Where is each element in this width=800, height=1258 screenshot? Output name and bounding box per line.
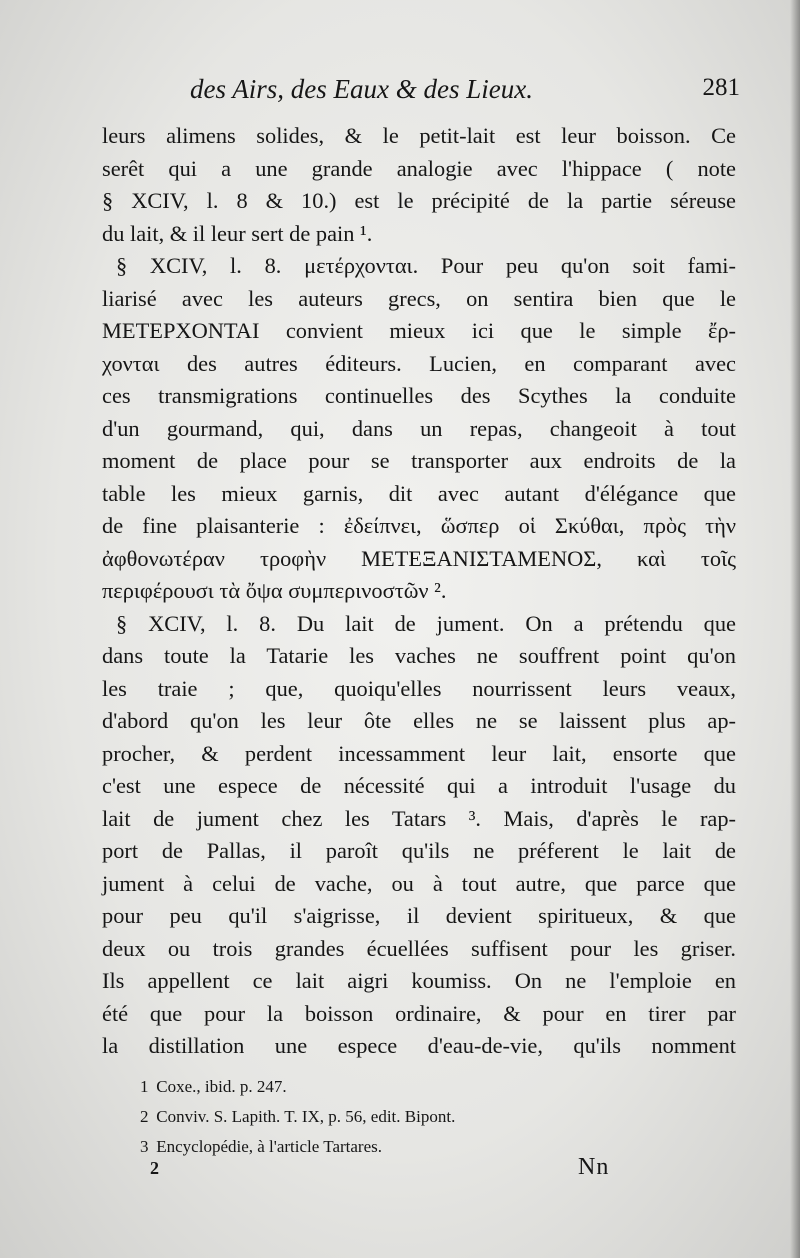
text-line: § XCIV, l. 8. Du lait de jument. On a prétendu que [116, 610, 736, 636]
text-line: χονται des autres éditeurs. Lucien, en comparant avec [102, 350, 736, 376]
text-line: dans toute la Tatarie les vaches ne souffrent point qu'on [102, 643, 736, 668]
text-line: liarisé avec les auteurs grecs, on sentira bien que le [102, 285, 736, 311]
page-number: 281 [702, 74, 740, 101]
footnote-text: Coxe., ibid. p. 247. [156, 1077, 287, 1096]
text-line: d'abord qu'on les leur ôte elles ne se laissent plus ap- [102, 708, 736, 733]
text-line: c'est une espece de nécessité qui a introduit l'usage du [102, 773, 736, 798]
text-line: de fine plaisanterie : ἐδείπνει, ὥσπερ οἱ Σκύθαι, πρὸς τὴν [102, 513, 736, 538]
footnote-number: 2 [140, 1107, 149, 1126]
text-line: Ils appellent ce lait aigri koumiss. On ne l'emploie en [102, 968, 736, 993]
text-line: ces transmigrations continuelles des Scythes la conduite [102, 383, 736, 408]
text-line: jument à celui de vache, ou à tout autre, que parce que [102, 870, 736, 896]
footnote-text: Encyclopédie, à l'article Tartares. [156, 1137, 382, 1156]
text-line: table les mieux garnis, dit avec autant d'élégance que [102, 480, 736, 506]
text-line: moment de place pour se transporter aux endroits de la [102, 448, 736, 473]
footnote-number: 3 [140, 1137, 149, 1156]
text-line: pour peu qu'il s'aigrisse, il devient spiritueux, & que [102, 903, 736, 928]
text-line: d'un gourmand, qui, dans un repas, changeoit à tout [102, 415, 736, 441]
text-line: ΜΕΤΕΡΧΟΝΤΑΙ convient mieux ici que le simple ἔρ- [102, 318, 736, 343]
footnotes [140, 1072, 660, 1162]
body-text [102, 120, 736, 1063]
text-line: la distillation une espece d'eau-de-vie, qu'ils nomment [102, 1033, 736, 1058]
text-line: du lait, & il leur sert de pain ¹. [102, 220, 373, 246]
running-title: des Airs, des Eaux & des Lieux. [190, 74, 533, 104]
page-header [190, 74, 740, 114]
text-line: port de Pallas, il paroît qu'ils ne préferent le lait de [102, 838, 736, 863]
gathering-mark: Nn [578, 1154, 610, 1180]
footnote-number: 1 [140, 1077, 149, 1096]
footnote [140, 1102, 660, 1132]
text-line: § XCIV, l. 8. μετέρχονται. Pour peu qu'on soit fami- [116, 253, 736, 278]
text-line: les traie ; que, quoiqu'elles nourrissent leurs veaux, [102, 675, 736, 701]
footnote-text: Conviv. S. Lapith. T. IX, p. 56, edit. Bipont. [156, 1107, 456, 1126]
text-line: lait de jument chez les Tatars ³. Mais, d'après le rap- [102, 805, 736, 831]
text-line: été que pour la boisson ordinaire, & pour en tirer par [102, 1000, 736, 1026]
footnote [140, 1072, 660, 1102]
text-line: leurs alimens solides, & le petit-lait est leur boisson. Ce [102, 123, 736, 148]
text-line: περιφέρουσι τὰ ὄψα συμπερινοστῶν ². [102, 578, 447, 603]
text-line: § XCIV, l. 8 & 10.) est le précipité de la partie séreuse [102, 188, 736, 213]
text-line: serêt qui a une grande analogie avec l'hippace ( note [102, 155, 736, 181]
signature-mark: 2 [150, 1158, 159, 1178]
text-line: ἀφθονωτέραν τροφὴν ΜΕΤΕΞΑΝΙΣΤΑΜΕΝΟΣ, καὶ τοῖς [102, 545, 736, 571]
text-line: procher, & perdent incessamment leur lait, ensorte que [102, 740, 736, 766]
text-line: deux ou trois grandes écuellées suffisent pour les griser. [102, 935, 736, 961]
